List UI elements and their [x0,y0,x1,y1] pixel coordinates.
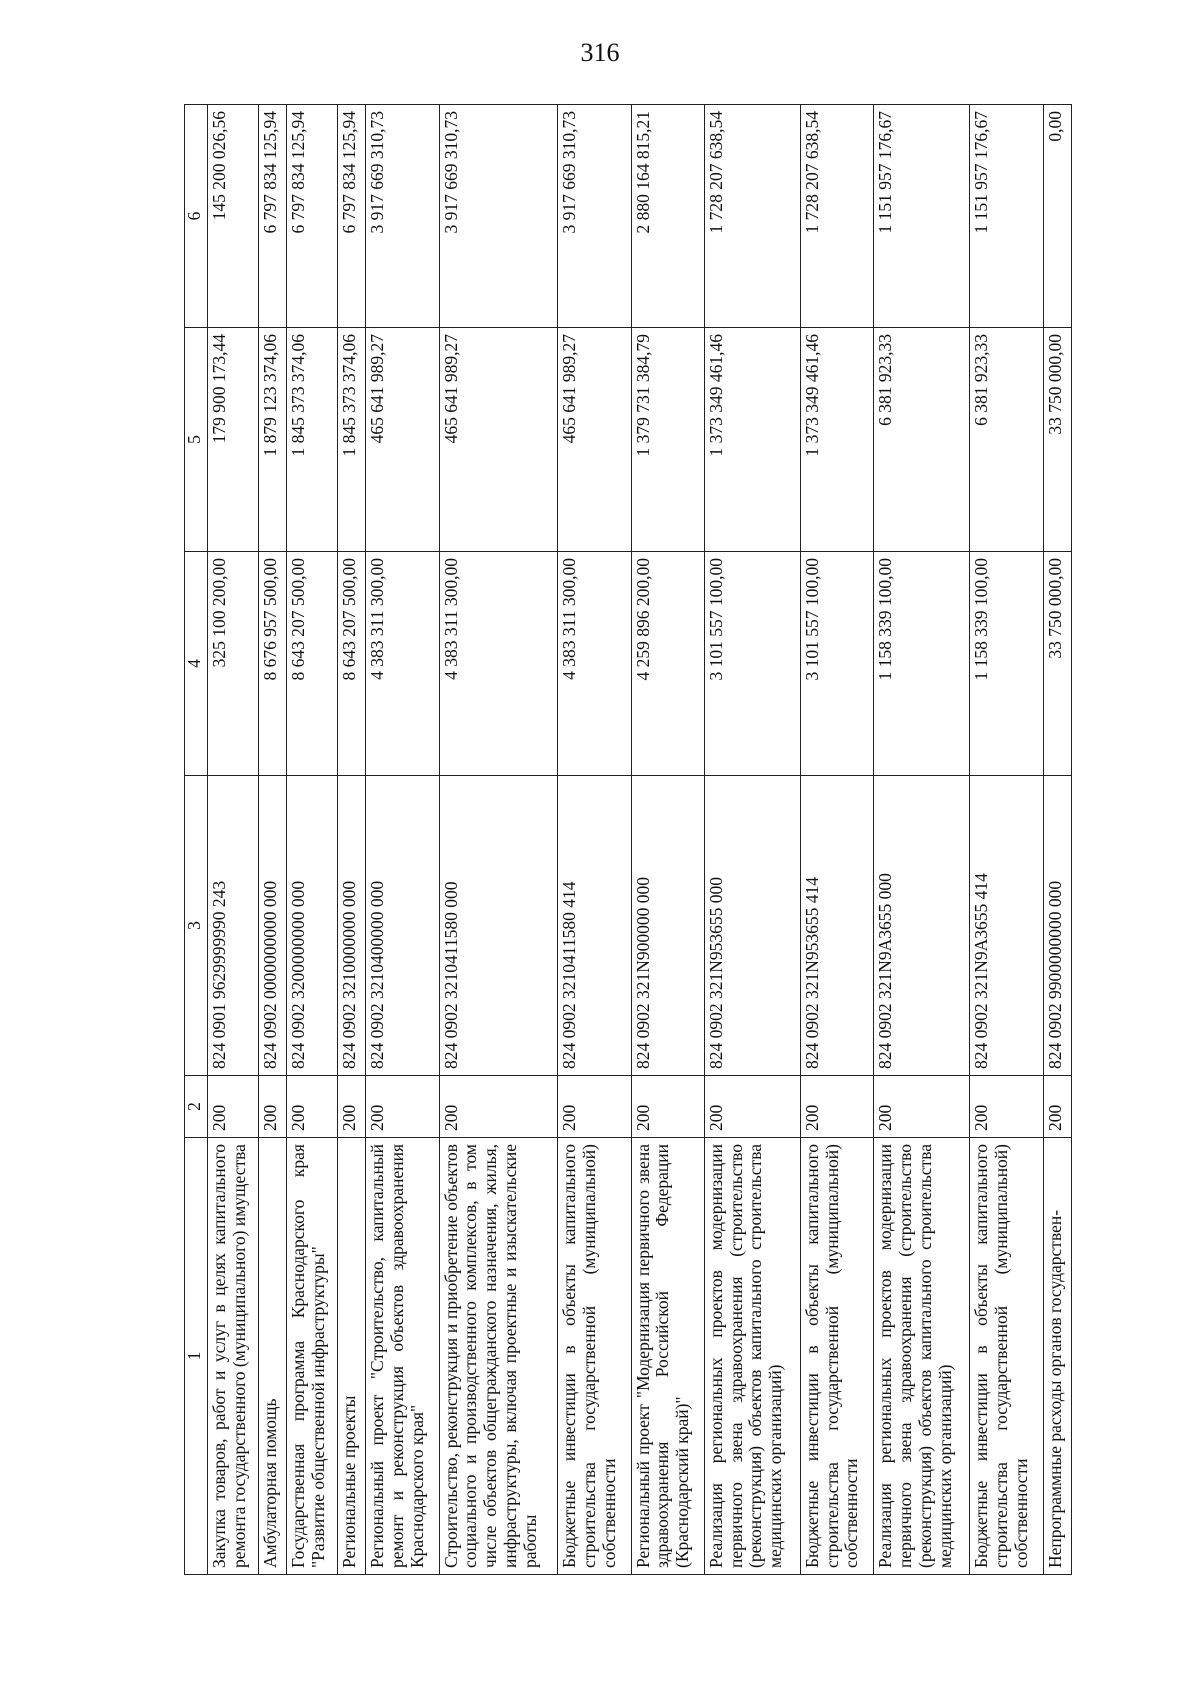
row-value-6: 6 797 834 125,94 [287,105,338,328]
table-row [1043,105,1071,1575]
row-code-2: 200 [704,1076,800,1138]
row-value-4: 325 100 200,00 [208,552,259,776]
header-row [185,105,208,1575]
row-code-3: 824 0902 0000000000 000 [258,776,286,1076]
column-header-3: 3 [185,776,208,1076]
row-value-5: 1 373 349 461,46 [704,328,800,552]
row-code-2: 200 [1043,1076,1071,1138]
row-name: Амбулаторная помощь [258,1138,286,1575]
row-value-6: 2 880 164 815,21 [631,105,704,328]
row-value-6: 0,00 [1043,105,1071,328]
row-value-5: 465 641 989,27 [439,328,558,552]
table-row [874,105,970,1575]
row-code-3: 824 0902 321N953655 000 [704,776,800,1076]
row-code-2: 200 [558,1076,631,1138]
row-code-2: 200 [258,1076,286,1138]
table-row [558,105,631,1575]
row-value-4: 4 383 311 300,00 [439,552,558,776]
row-code-3: 824 0902 321N953655 414 [800,776,873,1076]
row-value-6: 6 797 834 125,94 [258,105,286,328]
row-value-5: 465 641 989,27 [366,328,439,552]
row-value-6: 1 728 207 638,54 [800,105,873,328]
row-value-4: 1 158 339 100,00 [970,552,1043,776]
row-code-2: 200 [287,1076,338,1138]
row-code-2: 200 [631,1076,704,1138]
table-row [631,105,704,1575]
row-name: Закупка товаров, работ и услуг в целях капитального ремонта государственного (муниципального) имущества [208,1138,259,1575]
table-row [287,105,338,1575]
table-row [800,105,873,1575]
row-name: Бюджетные инвестиции в объекты капитального строительства государственной (муниципальной) собственности [800,1138,873,1575]
row-name: Реализация региональных проектов модернизации первичного звена здравоохранения (строительство (реконструкция) объектов капитального строительства медицинских организаций) [874,1138,970,1575]
row-code-3: 824 0902 3210400000 000 [366,776,439,1076]
row-value-6: 145 200 026,56 [208,105,259,328]
row-code-3: 824 0901 9629999990 243 [208,776,259,1076]
row-value-4: 8 643 207 500,00 [337,552,365,776]
row-value-6: 3 917 669 310,73 [558,105,631,328]
row-value-5: 1 379 731 384,79 [631,328,704,552]
page-number: 316 [580,38,620,67]
row-name: Непрограммные расходы органов государствен- [1043,1138,1071,1575]
row-name: Бюджетные инвестиции в объекты капитального строительства государственной (муниципальной) собственности [558,1138,631,1575]
row-code-3: 824 0902 321N9A3655 000 [874,776,970,1076]
table-row [208,105,259,1575]
column-header-4: 4 [185,552,208,776]
column-header-5: 5 [185,328,208,552]
row-value-4: 3 101 557 100,00 [704,552,800,776]
row-value-5: 179 900 173,44 [208,328,259,552]
row-value-5: 1 845 373 374,06 [287,328,338,552]
row-value-4: 8 643 207 500,00 [287,552,338,776]
row-code-3: 824 0902 3200000000 000 [287,776,338,1076]
row-code-2: 200 [439,1076,558,1138]
table-row [439,105,558,1575]
table-row [366,105,439,1575]
row-value-5: 1 845 373 374,06 [337,328,365,552]
row-code-2: 200 [874,1076,970,1138]
row-code-3: 824 0902 3210000000 000 [337,776,365,1076]
row-code-3: 824 0902 321N900000 000 [631,776,704,1076]
table-row [258,105,286,1575]
row-value-6: 1 151 957 176,67 [874,105,970,328]
row-code-2: 200 [208,1076,259,1138]
row-code-2: 200 [337,1076,365,1138]
row-code-3: 824 0902 321N9A3655 414 [970,776,1043,1076]
row-value-4: 4 383 311 300,00 [366,552,439,776]
row-value-6: 6 797 834 125,94 [337,105,365,328]
row-code-2: 200 [970,1076,1043,1138]
row-name: Строительство, реконструкция и приобретение объектов социального и производственного комплексов, в том числе объектов общегражданского назначения, жилья, инфраструктуры, включая проектные и изыскательские работы [439,1138,558,1575]
row-value-5: 1 373 349 461,46 [800,328,873,552]
row-name: Региональный проект "Модернизация первичного звена здравоохранения Российской Федерации (Краснодарский край)" [631,1138,704,1575]
row-value-4: 4 259 896 200,00 [631,552,704,776]
row-value-6: 1 151 957 176,67 [970,105,1043,328]
table-row [704,105,800,1575]
row-name: Региональный проект "Строительство, капитальный ремонт и реконструкция объектов здравоохранения Краснодарского края" [366,1138,439,1575]
table-row [970,105,1043,1575]
row-value-4: 4 383 311 300,00 [558,552,631,776]
row-name: Государственная программа Краснодарского края "Развитие общественной инфраструктуры" [287,1138,338,1575]
row-name: Региональные проекты [337,1138,365,1575]
row-value-4: 33 750 000,00 [1043,552,1071,776]
row-name: Бюджетные инвестиции в объекты капитального строительства государственной (муниципальной) собственности [970,1138,1043,1575]
row-value-6: 3 917 669 310,73 [439,105,558,328]
row-name: Реализация региональных проектов модернизации первичного звена здравоохранения (строительство (реконструкция) объектов капитального строительства медицинских организаций) [704,1138,800,1575]
row-value-4: 8 676 957 500,00 [258,552,286,776]
row-code-3: 824 0902 3210411580 000 [439,776,558,1076]
column-header-6: 6 [185,105,208,328]
row-value-5: 6 381 923,33 [874,328,970,552]
row-value-4: 1 158 339 100,00 [874,552,970,776]
row-value-5: 6 381 923,33 [970,328,1043,552]
budget-table [184,104,1072,1575]
row-code-2: 200 [366,1076,439,1138]
row-value-6: 1 728 207 638,54 [704,105,800,328]
table-row [337,105,365,1575]
row-value-5: 465 641 989,27 [558,328,631,552]
row-value-4: 3 101 557 100,00 [800,552,873,776]
row-value-5: 1 879 123 374,06 [258,328,286,552]
rotated-table-container [184,105,1072,1575]
column-header-2: 2 [185,1076,208,1138]
row-value-5: 33 750 000,00 [1043,328,1071,552]
row-value-6: 3 917 669 310,73 [366,105,439,328]
row-code-2: 200 [800,1076,873,1138]
row-code-3: 824 0902 3210411580 414 [558,776,631,1076]
row-code-3: 824 0902 9900000000 000 [1043,776,1071,1076]
column-header-1: 1 [185,1138,208,1575]
